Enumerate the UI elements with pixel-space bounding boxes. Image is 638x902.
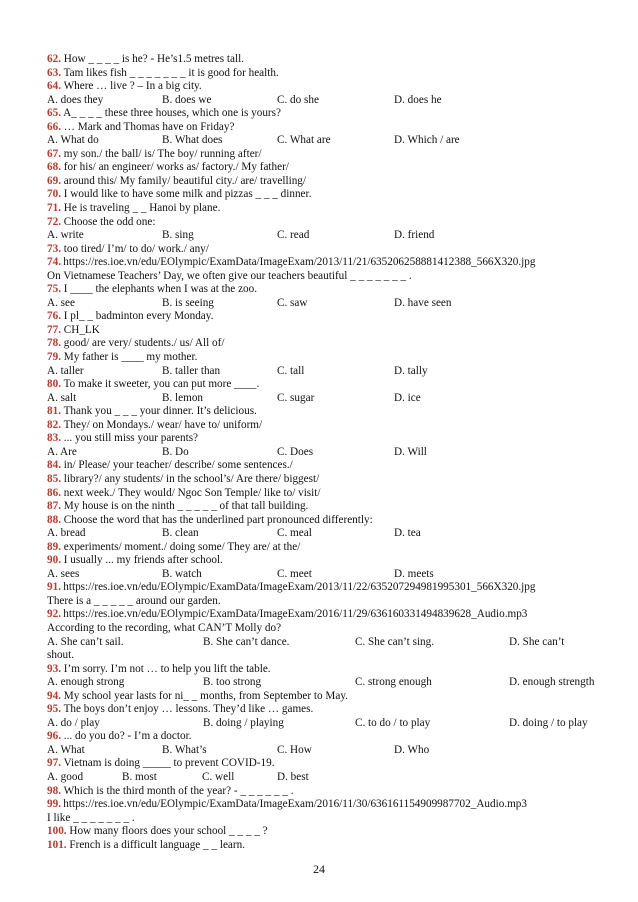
question-number: 76. bbox=[47, 310, 61, 323]
question-text: Choose the word that has the underlined part pronounced differently: bbox=[60, 513, 373, 526]
answer-option: C. tall bbox=[277, 364, 305, 377]
question-text: My school year lasts for ni_ _ months, from September to May. bbox=[60, 689, 348, 702]
answer-option: D. Which / are bbox=[394, 134, 460, 147]
question-number: 91. bbox=[47, 581, 61, 594]
answer-option: D. friend bbox=[394, 229, 435, 242]
question-number: 79. bbox=[47, 351, 61, 364]
question-line bbox=[47, 283, 607, 297]
question-text: Tam likes fish _ _ _ _ _ _ _ it is good for health. bbox=[60, 66, 279, 79]
question-text: … Mark and Thomas have on Friday? bbox=[60, 120, 235, 133]
answer-option: D. Will bbox=[394, 445, 427, 458]
question-line bbox=[47, 757, 607, 771]
question-text: experiments/ moment./ doing some/ They are/ at the/ bbox=[60, 540, 301, 553]
question-text: A_ _ _ _ these three houses, which one is yours? bbox=[60, 107, 281, 120]
question-number: 82. bbox=[47, 418, 61, 431]
answer-option: A. taller bbox=[47, 364, 84, 377]
question-line bbox=[47, 243, 607, 257]
question-line bbox=[47, 175, 607, 189]
question-text: shout. bbox=[47, 649, 75, 662]
page-number: 24 bbox=[313, 862, 325, 876]
question-text: I like _ _ _ _ _ _ _ . bbox=[47, 811, 135, 824]
question-line bbox=[47, 202, 607, 216]
question-line bbox=[47, 188, 607, 202]
question-line bbox=[47, 256, 607, 270]
question-text: He is traveling _ _ Hanoi by plane. bbox=[60, 202, 221, 215]
question-number: 93. bbox=[47, 662, 61, 675]
question-number: 92. bbox=[47, 608, 61, 621]
answer-option: C. meet bbox=[277, 567, 312, 580]
question-line bbox=[47, 310, 607, 324]
answer-option: D. enough strength bbox=[509, 676, 595, 689]
question-number: 96. bbox=[47, 730, 61, 743]
answer-option: A. Are bbox=[47, 445, 77, 458]
question-continuation bbox=[47, 812, 607, 826]
question-line bbox=[47, 121, 607, 135]
question-line bbox=[47, 80, 607, 94]
question-number: 101. bbox=[47, 838, 67, 851]
answer-option: A. She can’t sail. bbox=[47, 635, 124, 648]
answer-option: C. What are bbox=[277, 134, 331, 147]
question-text: I ____ the elephants when I was at the zoo. bbox=[60, 283, 258, 296]
answer-options-row bbox=[47, 636, 607, 650]
question-number: 62. bbox=[47, 53, 61, 65]
answer-option: B. What does bbox=[162, 134, 223, 147]
answer-options-row bbox=[47, 446, 607, 460]
question-text: I would like to have some milk and pizzas _ _ _ dinner. bbox=[60, 188, 312, 201]
question-line bbox=[47, 554, 607, 568]
answer-option: D. Who bbox=[394, 743, 430, 756]
answer-option: D. meets bbox=[394, 567, 434, 580]
answer-option: C. meal bbox=[277, 527, 312, 540]
question-text: Where … live ? – In a big city. bbox=[60, 80, 202, 93]
question-text: good/ are very/ students./ us/ All of/ bbox=[60, 337, 225, 350]
answer-option: D. does he bbox=[394, 93, 442, 106]
answer-options-row bbox=[47, 527, 607, 541]
question-number: 71. bbox=[47, 202, 61, 215]
answer-option: A. enough strong bbox=[47, 676, 125, 689]
question-number: 63. bbox=[47, 66, 61, 79]
answer-option: B. taller than bbox=[162, 364, 221, 377]
resource-url: https://res.ioe.vn/edu/EOlympic/ExamData/ImageExam/2013/11/22/635207294981995301_566X320.jpg bbox=[60, 581, 536, 594]
question-line bbox=[47, 663, 607, 677]
answer-option: B. sing bbox=[162, 229, 194, 242]
question-text: next week./ They would/ Ngoc Son Temple/ like to/ visit/ bbox=[60, 486, 321, 499]
question-text: for his/ an engineer/ works as/ factory./ My father/ bbox=[60, 161, 289, 174]
question-number: 98. bbox=[47, 784, 61, 797]
question-number: 73. bbox=[47, 242, 61, 255]
question-text: around this/ My family/ beautiful city./ are/ travelling/ bbox=[60, 174, 307, 187]
question-line bbox=[47, 581, 607, 595]
answer-option: D. have seen bbox=[394, 296, 452, 309]
answer-option: D. She can’t bbox=[509, 635, 565, 648]
answer-option: C. do she bbox=[277, 93, 319, 106]
answer-options-row bbox=[47, 771, 607, 785]
question-number: 94. bbox=[47, 689, 61, 702]
question-number: 100. bbox=[47, 825, 67, 838]
answer-option: C. well bbox=[202, 770, 235, 783]
answer-option: B. She can’t dance. bbox=[203, 635, 290, 648]
answer-option: B. watch bbox=[162, 567, 202, 580]
answer-option: C. How bbox=[277, 743, 312, 756]
question-number: 83. bbox=[47, 432, 61, 445]
question-line bbox=[47, 337, 607, 351]
question-number: 88. bbox=[47, 513, 61, 526]
answer-options-row bbox=[47, 568, 607, 582]
question-number: 99. bbox=[47, 798, 61, 811]
answer-option: C. She can’t sing. bbox=[355, 635, 435, 648]
answer-options-row bbox=[47, 365, 607, 379]
question-number: 74. bbox=[47, 256, 61, 269]
question-line bbox=[47, 107, 607, 121]
answer-option: C. Does bbox=[277, 445, 314, 458]
question-number: 75. bbox=[47, 283, 61, 296]
question-line bbox=[47, 785, 607, 799]
answer-option: A. salt bbox=[47, 391, 77, 404]
answer-option: A. What do bbox=[47, 134, 99, 147]
question-number: 72. bbox=[47, 215, 61, 228]
question-line bbox=[47, 67, 607, 81]
answer-option: B. most bbox=[122, 770, 157, 783]
resource-url: https://res.ioe.vn/edu/EOlympic/ExamData/ImageExam/2016/11/29/636160331494839628_Audio.mp3 bbox=[60, 608, 528, 621]
question-line bbox=[47, 351, 607, 365]
answer-option: D. tally bbox=[394, 364, 428, 377]
question-line bbox=[47, 703, 607, 717]
question-number: 89. bbox=[47, 540, 61, 553]
question-line bbox=[47, 459, 607, 473]
question-line bbox=[47, 148, 607, 162]
answer-option: B. clean bbox=[162, 527, 199, 540]
question-number: 95. bbox=[47, 703, 61, 716]
question-text: ... you still miss your parents? bbox=[60, 432, 199, 445]
question-continuation bbox=[47, 649, 607, 663]
question-number: 87. bbox=[47, 500, 61, 513]
question-text: I’m sorry. I’m not … to help you lift the table. bbox=[60, 662, 271, 675]
answer-option: B. is seeing bbox=[162, 296, 214, 309]
question-line bbox=[47, 730, 607, 744]
question-text: Choose the odd one: bbox=[60, 215, 156, 228]
question-number: 97. bbox=[47, 757, 61, 770]
answer-option: B. Do bbox=[162, 445, 189, 458]
question-text: My house is on the ninth _ _ _ _ _ of that tall building. bbox=[60, 500, 309, 513]
question-number: 86. bbox=[47, 486, 61, 499]
question-text: Thank you _ _ _ your dinner. It’s delicious. bbox=[60, 405, 257, 418]
question-number: 67. bbox=[47, 147, 61, 160]
question-number: 78. bbox=[47, 337, 61, 350]
answer-options-row bbox=[47, 94, 607, 108]
answer-option: C. strong enough bbox=[355, 676, 432, 689]
question-text: I usually ... my friends after school. bbox=[60, 554, 223, 567]
answer-options-row bbox=[47, 744, 607, 758]
answer-option: C. to do / to play bbox=[355, 716, 431, 729]
question-line bbox=[47, 419, 607, 433]
question-text: On Vietnamese Teachers’ Day, we often give our teachers beautiful _ _ _ _ _ _ _ . bbox=[47, 269, 412, 282]
answer-option: A. do / play bbox=[47, 716, 100, 729]
question-number: 85. bbox=[47, 472, 61, 485]
question-text: Which is the third month of the year? - _ _ _ _ _ _ . bbox=[60, 784, 294, 797]
question-continuation bbox=[47, 622, 607, 636]
question-number: 68. bbox=[47, 161, 61, 174]
question-line bbox=[47, 53, 607, 67]
question-line bbox=[47, 690, 607, 704]
question-text: Vietnam is doing _____ to prevent COVID-19. bbox=[60, 757, 275, 770]
question-line bbox=[47, 161, 607, 175]
answer-option: D. doing / to play bbox=[509, 716, 588, 729]
question-number: 90. bbox=[47, 554, 61, 567]
answer-option: C. sugar bbox=[277, 391, 315, 404]
question-number: 66. bbox=[47, 120, 61, 133]
answer-option: B. too strong bbox=[203, 676, 262, 689]
answer-option: D. tea bbox=[394, 527, 421, 540]
question-text: French is a difficult language _ _ learn. bbox=[66, 838, 246, 851]
answer-options-row bbox=[47, 676, 607, 690]
question-line bbox=[47, 432, 607, 446]
question-text: How many floors does your school _ _ _ _ ? bbox=[66, 825, 268, 838]
question-line bbox=[47, 500, 607, 514]
answer-option: B. does we bbox=[162, 93, 212, 106]
question-text: CH_LK bbox=[60, 323, 100, 336]
question-line bbox=[47, 216, 607, 230]
question-text: How _ _ _ _ is he? - He’s1.5 metres tall. bbox=[60, 53, 244, 65]
answer-option: D. best bbox=[277, 770, 309, 783]
question-line bbox=[47, 608, 607, 622]
question-number: 84. bbox=[47, 459, 61, 472]
question-number: 81. bbox=[47, 405, 61, 418]
answer-options-row bbox=[47, 229, 607, 243]
question-number: 80. bbox=[47, 378, 61, 391]
answer-option: B. lemon bbox=[162, 391, 204, 404]
question-line bbox=[47, 324, 607, 338]
answer-option: A. good bbox=[47, 770, 84, 783]
question-text: The boys don’t enjoy … lessons. They’d like … games. bbox=[60, 703, 314, 716]
question-line bbox=[47, 487, 607, 501]
question-line bbox=[47, 541, 607, 555]
answer-option: C. saw bbox=[277, 296, 308, 309]
question-text: I pl_ _ badminton every Monday. bbox=[60, 310, 214, 323]
answer-option: A. bread bbox=[47, 527, 86, 540]
question-text: too tired/ I’m/ to do/ work./ any/ bbox=[60, 242, 209, 255]
exercise-list bbox=[47, 53, 607, 852]
question-text: To make it sweeter, you can put more ____. bbox=[60, 378, 260, 391]
answer-options-row bbox=[47, 134, 607, 148]
answer-option: D. ice bbox=[394, 391, 421, 404]
answer-option: A. sees bbox=[47, 567, 80, 580]
question-text: There is a _ _ _ _ _ around our garden. bbox=[47, 594, 221, 607]
answer-option: A. write bbox=[47, 229, 84, 242]
resource-url: https://res.ioe.vn/edu/EOlympic/ExamData/ImageExam/2013/11/21/635206258881412388_566X320.jpg bbox=[60, 256, 536, 269]
question-text: My father is ____ my mother. bbox=[60, 351, 198, 364]
question-text: my son./ the ball/ is/ The boy/ running after/ bbox=[60, 147, 262, 160]
question-text: library?/ any students/ in the school’s/ Are there/ biggest/ bbox=[60, 472, 320, 485]
question-line bbox=[47, 825, 607, 839]
question-number: 64. bbox=[47, 80, 61, 93]
question-line bbox=[47, 405, 607, 419]
question-line bbox=[47, 514, 607, 528]
question-number: 65. bbox=[47, 107, 61, 120]
answer-option: C. read bbox=[277, 229, 310, 242]
answer-option: B. What’s bbox=[162, 743, 207, 756]
answer-options-row bbox=[47, 297, 607, 311]
question-line bbox=[47, 839, 607, 853]
question-text: According to the recording, what CAN’T Molly do? bbox=[47, 621, 282, 634]
answer-options-row bbox=[47, 717, 607, 731]
question-number: 70. bbox=[47, 188, 61, 201]
question-text: in/ Please/ your teacher/ describe/ some sentences./ bbox=[60, 459, 293, 472]
question-line bbox=[47, 378, 607, 392]
question-number: 77. bbox=[47, 323, 61, 336]
answer-option: A. What bbox=[47, 743, 85, 756]
answer-option: A. see bbox=[47, 296, 75, 309]
answer-option: A. does they bbox=[47, 93, 104, 106]
question-continuation bbox=[47, 595, 607, 609]
question-number: 69. bbox=[47, 174, 61, 187]
answer-options-row bbox=[47, 392, 607, 406]
question-line bbox=[47, 473, 607, 487]
question-continuation bbox=[47, 270, 607, 284]
question-text: They/ on Mondays./ wear/ have to/ uniform/ bbox=[60, 418, 263, 431]
question-line bbox=[47, 798, 607, 812]
answer-option: B. doing / playing bbox=[203, 716, 284, 729]
resource-url: https://res.ioe.vn/edu/EOlympic/ExamData/ImageExam/2016/11/30/636161154909987702_Audio.mp3 bbox=[60, 798, 527, 811]
question-text: ... do you do? - I’m a doctor. bbox=[60, 730, 192, 743]
